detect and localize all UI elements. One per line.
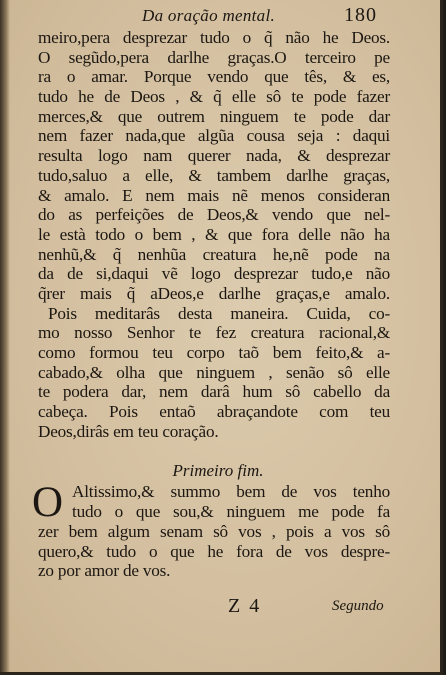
page-number: 180 xyxy=(344,4,377,26)
section-heading: Primeiro fim. xyxy=(172,461,264,481)
text-line: le està todo o bem , & que fora delle não ha xyxy=(38,224,390,244)
page-gutter xyxy=(0,0,10,672)
prayer-block xyxy=(32,479,390,581)
prayer-line: quero,& tudo o que he fora de vos despre- xyxy=(38,541,390,561)
text-line: meiro,pera desprezar tudo o q̃ não he Deos. xyxy=(38,28,390,47)
text-line: da de si,daqui vẽ logo desprezar tudo,e não xyxy=(38,264,390,284)
paragraph-line: cabeça. Pois entaõ abraçandote com teu xyxy=(38,402,390,422)
paragraph-line: Pois meditarâs desta maneira. Cuida, co- xyxy=(48,303,390,323)
main-text xyxy=(32,28,390,581)
paragraph-line: cabado,& olha que ninguem , senão sô elle xyxy=(38,362,390,382)
drop-cap: O xyxy=(32,479,64,527)
prayer-line: tudo o que sou,& ninguem me pode fa xyxy=(72,502,390,522)
page-header xyxy=(0,6,440,28)
paragraph-line: mo nosso Senhor te fez creatura racional,& xyxy=(38,323,390,343)
prayer-line: zo por amor de vos. xyxy=(38,561,171,581)
prayer-line: zer bem algum senam sô vos , pois a vos sô xyxy=(38,521,390,541)
text-line: resulta logo nam querer nada, & desprezar xyxy=(38,146,390,166)
page-footer xyxy=(0,595,440,619)
paragraph-line: Deos,dirâs em teu coração. xyxy=(38,421,219,441)
text-line: tudo,saluo a elle, & tambem darlhe graças, xyxy=(38,165,390,185)
signature-mark: Z 4 xyxy=(228,595,262,617)
text-line: q̃rer mais q̃ aDeos,e darlhe graças,e amalo. xyxy=(38,283,390,303)
paragraph-line: te podera dar, nem darâ hum sô cabello da xyxy=(38,382,390,402)
text-line: do as perfeições de Deos,& vendo que nel- xyxy=(38,205,390,225)
text-line: ra o amar. Porque vendo que tês, & es, xyxy=(38,67,390,87)
text-line: merces,& que outrem ninguem te pode dar xyxy=(38,106,390,126)
text-line: nem fazer nada,que algũa cousa seja : daqui xyxy=(38,126,390,146)
paragraph-line: como formou teu corpo taõ bem feito,& a- xyxy=(38,343,390,362)
running-head: Da oração mental. xyxy=(142,6,276,25)
text-line: O segũdo,pera darlhe graças.O terceiro pe xyxy=(38,47,390,67)
text-line: tudo he de Deos , & q̃ elle sô te pode fazer xyxy=(38,87,390,107)
spacer xyxy=(38,441,390,460)
catchword: Segundo xyxy=(332,598,384,614)
text-line: nenhũ,& q̃ nenhũa creatura he,nẽ pode na xyxy=(38,244,390,264)
prayer-line: Altissimo,& summo bem de vos tenho xyxy=(72,482,390,502)
text-line: & amalo. E nem mais nẽ menos consideran xyxy=(38,185,390,205)
